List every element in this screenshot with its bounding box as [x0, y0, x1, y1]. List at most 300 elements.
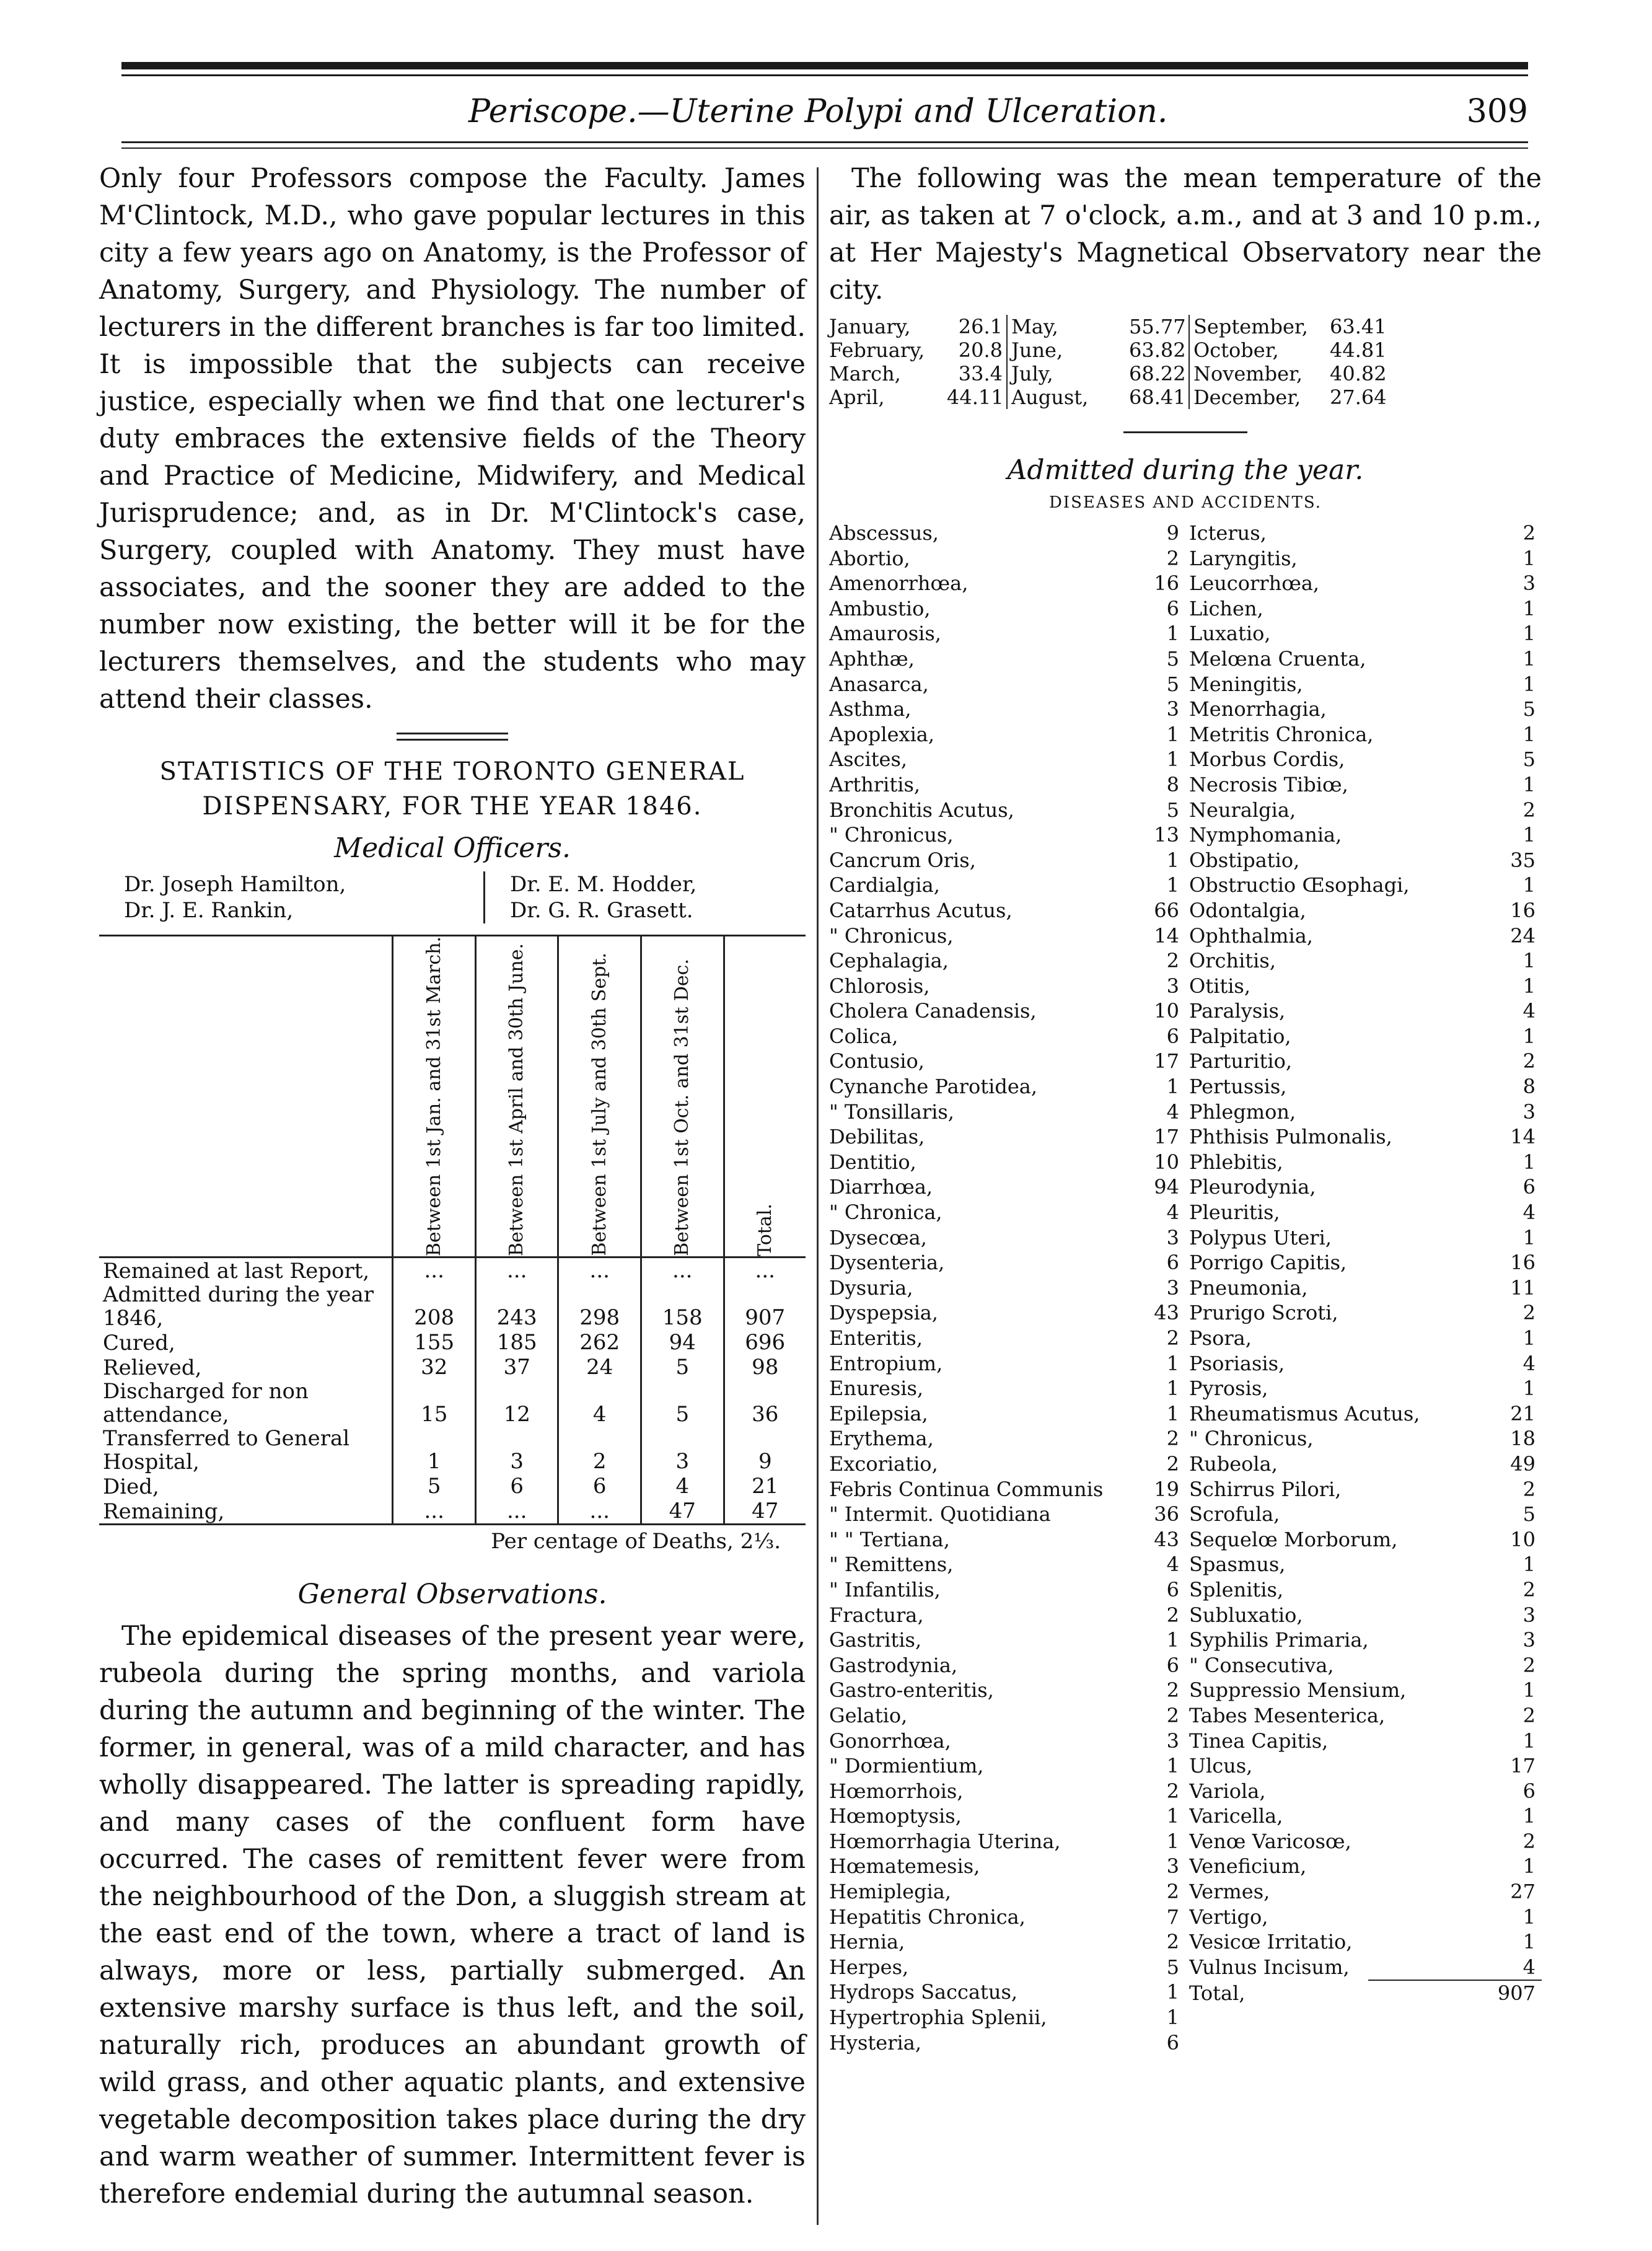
row-label: Relieved, — [103, 1355, 202, 1380]
disease-row — [1185, 1703, 1542, 1729]
disease-count: 14 — [1510, 1125, 1536, 1149]
month-name: September, — [1193, 315, 1308, 338]
disease-row — [829, 1351, 1185, 1377]
disease-row — [829, 1074, 1185, 1099]
disease-name: Entropium, — [829, 1351, 943, 1375]
disease-row — [1185, 1376, 1542, 1401]
disease-count: 2 — [1522, 521, 1536, 545]
disease-name: Icterus, — [1189, 521, 1267, 545]
row-label: Remained at last Report, — [103, 1259, 370, 1284]
cell: ... — [558, 1258, 641, 1284]
disease-name: " Chronicus, — [829, 923, 954, 948]
disease-name: Hysteria, — [829, 2030, 921, 2055]
disease-count: 5 — [1166, 1955, 1179, 1979]
disease-name: Cancrum Oris, — [829, 848, 976, 872]
disease-row — [829, 772, 1185, 798]
disease-count: 94 — [1154, 1175, 1179, 1199]
row-label: Transferred to General Hospital, — [103, 1426, 350, 1474]
disease-name: Rheumatismus Acutus, — [1189, 1401, 1420, 1425]
cell: 36 — [724, 1380, 806, 1427]
disease-name: Metritis Chronica, — [1189, 722, 1374, 746]
month-name: July, — [1011, 362, 1053, 385]
disease-row — [829, 822, 1185, 848]
disease-count: 6 — [1166, 1577, 1179, 1601]
disease-count: 3 — [1166, 1275, 1179, 1300]
header-rule — [121, 141, 1528, 143]
intro-paragraph: Only four Professors compose the Faculty. James M'Clintock, M.D., who gave popular lectures in this city a few years ago on Anatomy, is the Professor of Anatomy, Surgery, and Physiology. The number of lecturers in the different branches is far too limited. It is impossible that the subjects can receive justice, especially when we find that one lecturer's duty embraces the extensive fields of the Theory and Practice of Medicine, Midwifery, and Medical Jurisprudence; and, as in Dr. M'Clintock's case, Surgery, coupled with Anatomy. They must have associates, and the sooner they are added to the number now existing, the better will it be for the lecturers themselves, and the students who may attend their classes. — [99, 163, 806, 715]
disease-name: Amenorrhœa, — [829, 571, 969, 596]
disease-name: Herpes, — [829, 1955, 909, 1979]
disease-row — [1185, 974, 1542, 999]
disease-count: 5 — [1166, 798, 1179, 822]
disease-row — [829, 621, 1185, 646]
cell: 907 — [724, 1283, 806, 1330]
cell: 94 — [641, 1330, 724, 1355]
cell: 3 — [475, 1427, 558, 1474]
disease-count: 5 — [1522, 747, 1536, 772]
disease-count: 1 — [1522, 622, 1536, 646]
cell: 298 — [558, 1283, 641, 1330]
disease-row — [1185, 722, 1542, 747]
disease-name: Odontalgia, — [1189, 898, 1306, 922]
disease-name: Porrigo Capitis, — [1189, 1251, 1347, 1275]
month-temp: 26.1 — [958, 315, 1003, 338]
cell: 24 — [558, 1355, 641, 1380]
disease-name: Leucorrhœa, — [1189, 571, 1320, 596]
disease-name: " Chronicus, — [829, 823, 954, 847]
disease-row — [1185, 798, 1542, 823]
disease-name: Obstipatio, — [1189, 848, 1300, 872]
disease-count: 1 — [1166, 1075, 1179, 1099]
disease-name: Erythema, — [829, 1427, 934, 1451]
cell: 6 — [475, 1474, 558, 1499]
disease-count: 6 — [1166, 1653, 1179, 1677]
disease-count: 1 — [1166, 1829, 1179, 1853]
disease-count: 1 — [1522, 823, 1536, 847]
cell: 4 — [558, 1380, 641, 1427]
disease-name: Vertigo, — [1189, 1905, 1268, 1929]
disease-name: Suppressio Mensium, — [1189, 1678, 1407, 1703]
disease-count: 6 — [1166, 596, 1179, 620]
disease-count: 43 — [1154, 1301, 1179, 1325]
disease-row — [829, 873, 1185, 898]
disease-name: Cardialgia, — [829, 873, 940, 897]
disease-name: Total, — [1189, 1981, 1246, 2006]
disease-row — [1185, 1451, 1542, 1477]
temp-divider — [1188, 315, 1190, 409]
disease-row — [1185, 1275, 1542, 1301]
disease-name: Menorrhagia, — [1189, 697, 1327, 721]
disease-row — [829, 1929, 1185, 1955]
disease-count: 16 — [1154, 571, 1179, 596]
diseases-subheading: DISEASES AND ACCIDENTS. — [1048, 493, 1322, 512]
disease-name: Psora, — [1189, 1326, 1252, 1350]
month-name: February, — [829, 338, 925, 362]
disease-count: 2 — [1166, 1427, 1179, 1451]
disease-name: " Chronicus, — [1189, 1427, 1314, 1451]
disease-name: Phthisis Pulmonalis, — [1189, 1125, 1392, 1149]
disease-count: 1 — [1522, 1024, 1536, 1048]
running-title: Periscope.—Uterine Polypi and Ulceration. — [468, 93, 1168, 130]
cell: ... — [724, 1258, 806, 1284]
month-name: March, — [829, 362, 901, 385]
disease-count: 1 — [1522, 1553, 1536, 1577]
disease-row — [829, 1426, 1185, 1451]
month-temp: 20.8 — [958, 338, 1003, 362]
disease-name: Colica, — [829, 1024, 898, 1048]
stats-title-line2: DISPENSARY, FOR THE YEAR 1846. — [202, 792, 703, 821]
disease-count: 19 — [1154, 1477, 1179, 1501]
month-temp: 44.11 — [947, 385, 1004, 409]
disease-count: 4 — [1166, 1553, 1179, 1577]
cell: 208 — [393, 1283, 476, 1330]
disease-count: 2 — [1522, 1577, 1536, 1601]
disease-count: 1 — [1522, 772, 1536, 796]
disease-row — [829, 998, 1185, 1024]
disease-count: 10 — [1154, 1150, 1179, 1174]
table-row — [99, 1380, 806, 1427]
disease-count: 17 — [1154, 1049, 1179, 1073]
disease-row — [829, 1804, 1185, 1829]
disease-name: Scrofula, — [1189, 1502, 1280, 1526]
disease-name: Polypus Uteri, — [1189, 1225, 1332, 1249]
disease-row — [1185, 772, 1542, 798]
disease-count: 2 — [1522, 1301, 1536, 1325]
disease-row — [1185, 848, 1542, 873]
disease-count: 8 — [1166, 772, 1179, 796]
disease-count: 1 — [1522, 1377, 1536, 1401]
disease-name: Schirrus Pilori, — [1189, 1477, 1342, 1501]
disease-row — [829, 672, 1185, 697]
disease-name: Tabes Mesenterica, — [1189, 1703, 1386, 1727]
diseases-col-left — [829, 521, 1185, 2055]
disease-count: 49 — [1510, 1451, 1536, 1476]
disease-name: Hemiplegia, — [829, 1880, 952, 1904]
disease-count: 27 — [1510, 1880, 1536, 1904]
disease-name: Catarrhus Acutus, — [829, 898, 1013, 922]
disease-count: 4 — [1522, 1351, 1536, 1375]
disease-name: Melœna Cruenta, — [1189, 646, 1366, 671]
disease-row — [1185, 1981, 1542, 2006]
disease-name: Ambustio, — [829, 596, 931, 620]
disease-row — [829, 1829, 1185, 1854]
disease-name: Enteritis, — [829, 1326, 923, 1350]
disease-name: Hepatitis Chronica, — [829, 1905, 1026, 1929]
disease-row — [829, 974, 1185, 999]
disease-row — [1185, 1779, 1542, 1804]
disease-row — [829, 1779, 1185, 1804]
officers-divider — [483, 871, 485, 923]
disease-row — [1185, 1326, 1542, 1351]
disease-count: 10 — [1154, 999, 1179, 1023]
disease-row — [829, 2005, 1185, 2030]
cell: 696 — [724, 1330, 806, 1355]
disease-row — [829, 1854, 1185, 1879]
section-double-rule — [397, 733, 508, 741]
disease-count: 1 — [1522, 1905, 1536, 1929]
disease-row — [829, 1577, 1185, 1603]
disease-name: Abscessus, — [829, 521, 939, 545]
disease-count: 10 — [1510, 1527, 1536, 1551]
disease-name: Varicella, — [1189, 1804, 1283, 1828]
page-number: 309 — [1466, 93, 1528, 130]
disease-name: Apoplexia, — [829, 722, 935, 746]
disease-row — [829, 798, 1185, 823]
disease-row — [829, 596, 1185, 622]
disease-count: 66 — [1154, 898, 1179, 922]
disease-row — [829, 1527, 1185, 1553]
row-label: Discharged for non attendance, — [103, 1379, 309, 1427]
disease-count: 43 — [1154, 1527, 1179, 1551]
disease-name: Bronchitis Acutus, — [829, 798, 1014, 822]
disease-count: 1 — [1522, 672, 1536, 696]
disease-count: 1 — [1166, 2006, 1179, 2030]
disease-name: Pyrosis, — [1189, 1377, 1268, 1401]
disease-name: Enuresis, — [829, 1377, 924, 1401]
disease-count: 36 — [1154, 1502, 1179, 1526]
disease-count: 3 — [1166, 1854, 1179, 1879]
temp-col-3 — [1193, 315, 1386, 409]
stats-title-line1: STATISTICS OF THE TORONTO GENERAL — [159, 757, 745, 786]
disease-row — [829, 1703, 1185, 1729]
disease-count: 17 — [1510, 1754, 1536, 1778]
disease-name: Pneumonia, — [1189, 1275, 1308, 1300]
month-name: November, — [1193, 362, 1303, 385]
disease-row — [829, 1603, 1185, 1628]
disease-name: Dysenteria, — [829, 1251, 945, 1275]
disease-name: Phlebitis, — [1189, 1150, 1283, 1174]
officers-heading: Medical Officers. — [334, 832, 571, 864]
disease-row — [1185, 646, 1542, 672]
disease-row — [1185, 621, 1542, 646]
cell: 158 — [641, 1283, 724, 1330]
disease-name: Gastro-enteritis, — [829, 1678, 994, 1703]
disease-count: 1 — [1522, 1804, 1536, 1828]
disease-count: 6 — [1166, 1024, 1179, 1048]
disease-count: 907 — [1497, 1981, 1536, 2006]
disease-count: 1 — [1522, 722, 1536, 746]
disease-count: 2 — [1166, 1930, 1179, 1954]
disease-name: Pleurodynia, — [1189, 1175, 1316, 1199]
left-column — [99, 160, 806, 2213]
disease-count: 18 — [1510, 1427, 1536, 1451]
disease-row — [829, 1099, 1185, 1125]
col-header-total: Total. — [724, 936, 806, 1258]
disease-name: Diarrhœa, — [829, 1175, 933, 1199]
disease-name: " Chronica, — [829, 1200, 942, 1225]
disease-row — [1185, 873, 1542, 898]
col-header-q1: Between 1st Jan. and 31st March. — [393, 936, 476, 1258]
disease-count: 35 — [1510, 848, 1536, 872]
disease-name: Hœmorrhagia Uterina, — [829, 1829, 1061, 1853]
disease-row — [829, 1300, 1185, 1326]
disease-name: Asthma, — [829, 697, 912, 721]
disease-count: 13 — [1154, 823, 1179, 847]
disease-count: 2 — [1166, 1703, 1179, 1727]
cell: ... — [393, 1258, 476, 1284]
disease-count: 4 — [1522, 1200, 1536, 1225]
disease-row — [829, 948, 1185, 974]
disease-name: Abortio, — [829, 546, 910, 570]
col-header-q3: Between 1st July and 30th Sept. — [558, 936, 641, 1258]
disease-name: Laryngitis, — [1189, 546, 1298, 570]
disease-count: 1 — [1166, 1804, 1179, 1828]
disease-name: Syphilis Primaria, — [1189, 1628, 1369, 1652]
disease-row — [1185, 1653, 1542, 1678]
disease-count: 2 — [1166, 1779, 1179, 1803]
disease-name: " " Tertiana, — [829, 1527, 950, 1551]
header-rule-thin — [121, 148, 1528, 149]
disease-row — [1185, 1527, 1542, 1553]
disease-count: 5 — [1522, 697, 1536, 721]
disease-name: Venœ Varicosœ, — [1189, 1829, 1351, 1853]
disease-name: Tinea Capitis, — [1189, 1729, 1329, 1753]
disease-count: 1 — [1522, 974, 1536, 998]
month-name: May, — [1011, 315, 1058, 338]
disease-count: 6 — [1166, 1251, 1179, 1275]
disease-count: 5 — [1522, 1502, 1536, 1526]
cell: ... — [641, 1258, 724, 1284]
disease-name: Meningitis, — [1189, 672, 1303, 696]
disease-name: Cholera Canadensis, — [829, 999, 1037, 1023]
temperature-table — [829, 315, 1542, 409]
disease-name: Dysuria, — [829, 1275, 913, 1300]
disease-row — [829, 1477, 1185, 1502]
disease-name: Ascites, — [829, 747, 908, 772]
disease-name: Sequelœ Morborum, — [1189, 1527, 1398, 1551]
disease-row — [1185, 1401, 1542, 1427]
disease-row — [1185, 1929, 1542, 1955]
disease-name: Anasarca, — [829, 672, 929, 696]
disease-row — [829, 546, 1185, 571]
month-temp: 44.81 — [1330, 338, 1387, 362]
disease-row — [829, 1502, 1185, 1527]
disease-count: 1 — [1522, 1678, 1536, 1703]
disease-count: 1 — [1522, 1729, 1536, 1753]
table-row — [99, 1427, 806, 1474]
cell: 4 — [641, 1474, 724, 1499]
disease-name: Vulnus Incisum, — [1189, 1955, 1350, 1979]
disease-count: 2 — [1166, 1678, 1179, 1703]
officer-name: Dr. E. M. Hodder, — [510, 872, 697, 897]
disease-count: 1 — [1522, 546, 1536, 570]
disease-count: 2 — [1166, 1326, 1179, 1350]
disease-count: 1 — [1166, 873, 1179, 897]
disease-row — [829, 1980, 1185, 2005]
cell: 21 — [724, 1474, 806, 1499]
disease-count: 8 — [1522, 1075, 1536, 1099]
disease-row — [1185, 1854, 1542, 1879]
disease-count: 1 — [1166, 1401, 1179, 1425]
cell: 9 — [724, 1427, 806, 1474]
running-header — [121, 93, 1528, 136]
disease-name: Dysecœa, — [829, 1225, 927, 1249]
disease-row — [1185, 1678, 1542, 1703]
disease-count: 1 — [1522, 1854, 1536, 1879]
month-temp: 33.4 — [958, 362, 1003, 385]
disease-count: 2 — [1166, 1603, 1179, 1627]
disease-row — [1185, 1477, 1542, 1502]
disease-row — [1185, 1200, 1542, 1225]
month-name: April, — [829, 385, 885, 409]
disease-name: Parturitio, — [1189, 1049, 1292, 1073]
disease-row — [829, 1124, 1185, 1150]
disease-row — [829, 646, 1185, 672]
cell: 12 — [475, 1380, 558, 1427]
disease-row — [1185, 1426, 1542, 1451]
disease-name: Psoriasis, — [1189, 1351, 1285, 1375]
death-percentage: Per centage of Deaths, 2⅓. — [491, 1529, 781, 1554]
disease-row — [829, 1653, 1185, 1678]
disease-row — [1185, 1577, 1542, 1603]
disease-row — [1185, 747, 1542, 772]
cell: 262 — [558, 1330, 641, 1355]
disease-name: Vesicœ Irritatio, — [1189, 1930, 1353, 1954]
disease-row — [829, 1678, 1185, 1703]
disease-name: Dentitio, — [829, 1150, 916, 1174]
disease-row — [1185, 1729, 1542, 1754]
disease-name: Palpitatio, — [1189, 1024, 1291, 1048]
month-temp: 55.77 — [1129, 315, 1186, 338]
disease-count: 1 — [1166, 747, 1179, 772]
cell: 47 — [724, 1499, 806, 1525]
disease-count: 1 — [1522, 1930, 1536, 1954]
disease-count: 3 — [1166, 1729, 1179, 1753]
col-header-q2: Between 1st April and 30th June. — [475, 936, 558, 1258]
cell: ... — [475, 1258, 558, 1284]
disease-count: 1 — [1522, 873, 1536, 897]
disease-row — [1185, 1174, 1542, 1200]
disease-name: " Consecutiva, — [1189, 1653, 1334, 1677]
top-rule-thin — [121, 74, 1528, 76]
table-row — [99, 1283, 806, 1330]
cell: 32 — [393, 1355, 476, 1380]
disease-row — [1185, 1124, 1542, 1150]
disease-row — [829, 2030, 1185, 2056]
disease-name: Prurigo Scroti, — [1189, 1301, 1338, 1325]
cell: 5 — [641, 1380, 724, 1427]
disease-row — [1185, 1804, 1542, 1829]
disease-name: Necrosis Tibiœ, — [1189, 772, 1348, 796]
disease-name: Contusio, — [829, 1049, 925, 1073]
disease-row — [1185, 1628, 1542, 1653]
disease-row — [829, 1376, 1185, 1401]
disease-count: 6 — [1522, 1175, 1536, 1199]
disease-count: 2 — [1522, 1703, 1536, 1727]
disease-count: 3 — [1166, 1225, 1179, 1249]
disease-count: 2 — [1166, 1451, 1179, 1476]
disease-row — [829, 1729, 1185, 1754]
disease-name: Hypertrophia Splenii, — [829, 2006, 1047, 2030]
disease-count: 1 — [1522, 596, 1536, 620]
disease-count: 1 — [1166, 1628, 1179, 1652]
disease-count: 16 — [1510, 1251, 1536, 1275]
cell: 2 — [558, 1427, 641, 1474]
cell: 15 — [393, 1380, 476, 1427]
disease-name: Amaurosis, — [829, 622, 941, 646]
section-rule — [1123, 431, 1247, 433]
officers-list — [99, 871, 806, 923]
disease-count: 7 — [1166, 1905, 1179, 1929]
disease-row — [829, 747, 1185, 772]
disease-name: " Infantilis, — [829, 1577, 941, 1601]
disease-count: 1 — [1166, 622, 1179, 646]
disease-row — [1185, 948, 1542, 974]
disease-row — [1185, 521, 1542, 546]
disease-row — [1185, 1300, 1542, 1326]
disease-row — [829, 1049, 1185, 1074]
disease-row — [829, 1879, 1185, 1905]
